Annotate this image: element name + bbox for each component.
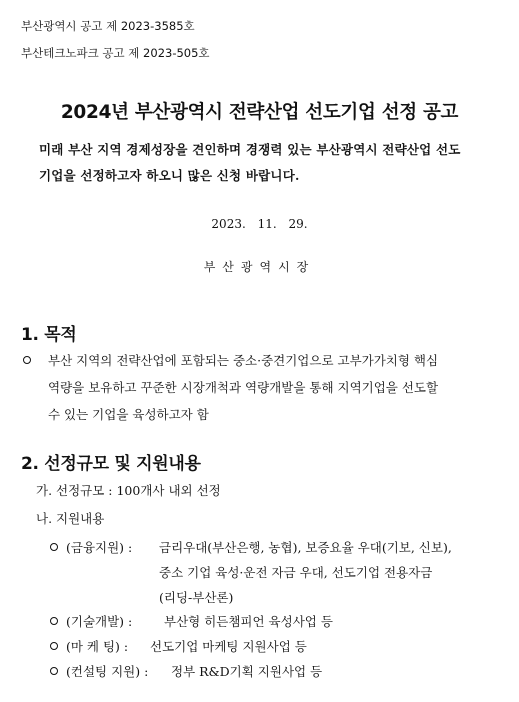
support-finance-label: (금융지원) : — [66, 540, 133, 555]
circle-bullet-icon — [50, 642, 58, 650]
purpose-line-1: 부산 지역의 전략산업에 포함되는 중소·중견기업으로 고부가가치형 핵심 — [48, 353, 439, 368]
selection-scale: 가. 선정규모 : 100개사 내외 선정 — [36, 483, 221, 498]
circle-bullet-icon — [50, 617, 58, 625]
support-finance-line-2: 중소 기업 육성·운전 자금 우대, 선도기업 전용자금 — [159, 565, 433, 580]
support-content-title: 나. 지원내용 — [36, 511, 105, 526]
notice-number-technopark: 부산테크노파크 공고 제 2023-505호 — [21, 46, 210, 60]
support-tech-text: 부산형 히든챔피언 육성사업 등 — [164, 614, 333, 629]
purpose-line-3: 수 있는 기업을 육성하고자 함 — [48, 407, 209, 422]
circle-bullet-icon — [50, 543, 58, 551]
support-marketing-text: 선도기업 마케팅 지원사업 등 — [150, 639, 307, 654]
support-tech-label: (기술개발) : — [66, 614, 133, 629]
section-1-heading: 1. 목적 — [21, 325, 77, 345]
issuer-name: 부산광역시장 — [203, 260, 316, 274]
purpose-line-2: 역량을 보유하고 꾸준한 시장개척과 역량개발을 통해 지역기업을 선도할 — [48, 380, 439, 395]
support-consulting-label: (컨설팅 지원) : — [66, 664, 149, 679]
support-consulting-text: 정부 R&D기획 지원사업 등 — [171, 664, 323, 679]
circle-bullet-icon — [50, 667, 58, 675]
intro-line-1: 미래 부산 지역 경제성장을 견인하며 경쟁력 있는 부산광역시 전략산업 선도 — [39, 142, 461, 157]
announcement-date: 2023. 11. 29. — [211, 217, 308, 231]
page-title: 2024년 부산광역시 전략산업 선도기업 선정 공고 — [60, 102, 459, 123]
support-finance-line-1: 금리우대(부산은행, 농협), 보증요율 우대(기보, 신보), — [159, 540, 452, 555]
intro-line-2: 기업을 선정하고자 하오니 많은 신청 바랍니다. — [39, 168, 300, 183]
support-finance-line-3: (리딩-부산론) — [159, 590, 234, 605]
section-2-heading: 2. 선정규모 및 지원내용 — [21, 454, 201, 474]
notice-number-city: 부산광역시 공고 제 2023-3585호 — [21, 19, 195, 33]
circle-bullet-icon — [23, 356, 31, 364]
support-marketing-label: (마 케 팅) : — [66, 639, 129, 654]
